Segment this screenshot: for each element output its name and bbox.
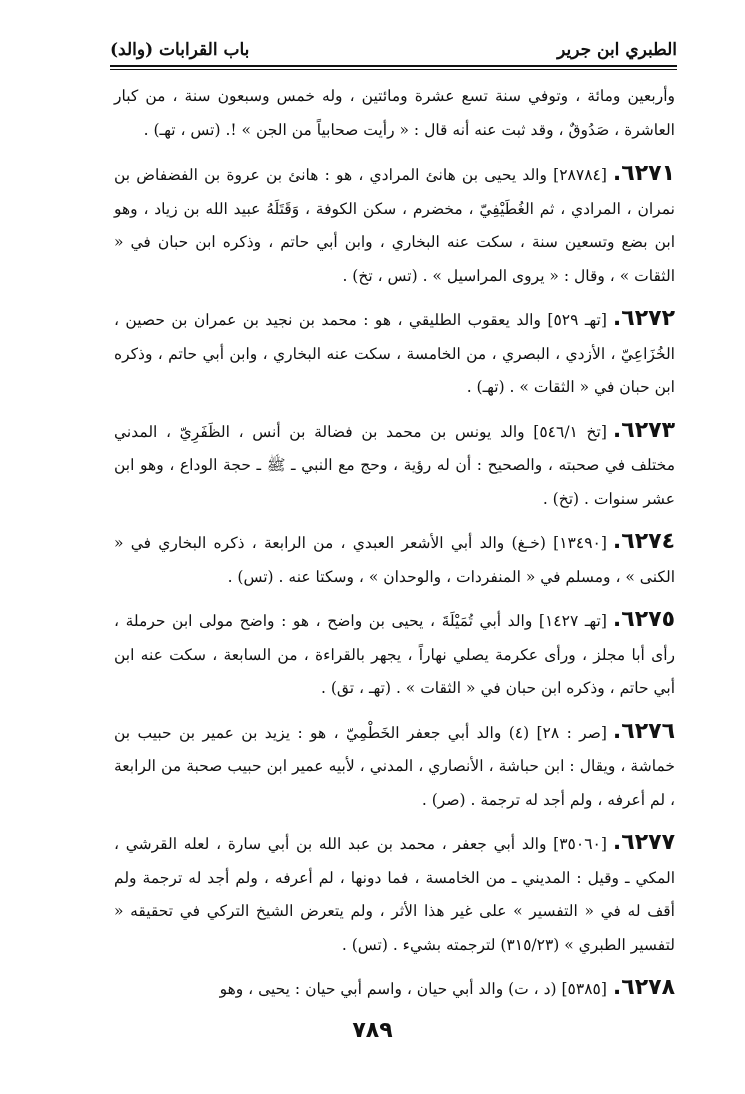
entry-number: ٦٢٧٤. [612, 529, 675, 554]
entry-number: ٦٢٧٨. [612, 975, 675, 1000]
entry-number: ٦٢٧١. [612, 161, 675, 186]
entry-number: ٦٢٧٦. [612, 718, 675, 744]
entry-number: ٦٢٧٣. [612, 417, 675, 443]
entry-text: [٥٣٨٥] (د ، ت) والد أبي حيان ، واسم أبي حيان : يحيى ، وهو [219, 980, 607, 998]
entry [114, 157, 675, 293]
header-rule-thick [110, 65, 677, 67]
entry [114, 715, 675, 818]
entry [114, 971, 675, 1007]
header-book-title: الطبري ابن جرير [557, 40, 677, 60]
header-rule-thin [110, 69, 677, 70]
entry [114, 302, 675, 405]
entry-text: [١٣٤٩٠] (خـغ) والد أبي الأشعر العبدي ، من الرابعة ، ذكره البخاري في « الكنى » ، ومسلم في « المنفردات ، والوحدان » ، وسكتا عنه . (تس) . [114, 534, 675, 586]
entry-number: ٦٢٧٢. [612, 306, 675, 331]
entry-text: [تهـ ٥٢٩] والد يعقوب الطليقي ، هو : محمد بن نجيد بن عمران بن حصين ، الخُزَاعِيّ ، الأزدي ، البصري ، من الخامسة ، سكت عنه البخاري ، وابن أبي حاتم ، وذكره ابن حبان في « الثقات » . (تهـ) . [114, 311, 675, 396]
entry-number: ٦٢٧٧. [612, 830, 675, 855]
entry [114, 414, 675, 517]
entry-number: ٦٢٧٥. [612, 607, 675, 632]
running-header [110, 30, 677, 60]
continuation-paragraph: وأربعين ومائة ، وتوفي سنة تسع عشرة ومائتين ، وله خمس وسبعون سنة ، من كبار العاشرة ، صَدُوقٌ ، وقد ثبت عنه أنه قال : « رأيت صحابياً من الجن » !. (تس ، تهـ) . [114, 87, 675, 139]
page-body [114, 80, 675, 1016]
entry [114, 826, 675, 962]
entry-text: [٢٨٧٨٤] والد يحيى بن هانئ المرادي ، هو : هانئ بن عروة بن الفضفاض بن نمران ، المرادي ، ثم الغُطَيْفِيّ ، مخضرم ، سكن الكوفة ، وَقَتَلَهُ عبيد الله بن زياد ، وهو ابن بضع وتسعين سنة ، سكت عنه البخاري ، وابن أبي حاتم ، وذكره ابن حبان في « الثقات » ، وقال : « يروى المراسيل » . (تس ، تخ) . [114, 166, 675, 285]
entry-text: [٣٥٠٦٠] والد أبي جعفر ، محمد بن عبد الله بن أبي سارة ، لعله القرشي ، المكي ـ وقيل : المديني ـ من الخامسة ، فما دونها ، لم أعرفه ، ولم أجد له ترجمة ولم أقف له في « التفسير » على غير هذا الأثر ، ولم يتعرض الشيخ التركي في تحقيقه « لتفسير الطبري » (٣١٥/٢٣) لترجمته بشيء . (تس) . [114, 835, 675, 954]
entry-text: [صر : ٢٨] (٤) والد أبي جعفر الخَطْمِيّ ، هو : يزيد بن عمير بن حبيب بن خماشة ، ويقال : ابن حباشة ، الأنصاري ، المدني ، لأبيه عمير ابن حبيب صحبة من الرابعة ، لم أعرفه ، ولم أجد له ترجمة . (صر) . [114, 723, 675, 809]
entry [114, 603, 675, 706]
header-chapter-title: باب القرابات (والد) [110, 40, 250, 60]
page-number: ٧٨٩ [352, 1018, 393, 1043]
entry [114, 525, 675, 594]
entry-text: [تخ ٥٤٦/١] والد يونس بن محمد بن فضالة بن أنس ، الظَفَرِيّ ، المدني مختلف في صحبته ، والصحيح : أن له رؤية ، وحج مع النبي ـ ﷺ ـ حجة الوداع ، وهو ابن عشر سنوات . (تخ) . [114, 422, 675, 508]
entry-text: [تهـ ١٤٢٧] والد أبي تُمَيْلَةَ ، يحيى بن واضح ، هو : واضح مولى ابن حرملة ، رأى أبا مجلز ، ورأى عكرمة يصلي نهاراً ، يجهر بالقراءة ، من السابعة ، سكت عنه ابن أبي حاتم ، وذكره ابن حبان في « الثقات » . (تهـ ، تق) . [114, 612, 675, 697]
